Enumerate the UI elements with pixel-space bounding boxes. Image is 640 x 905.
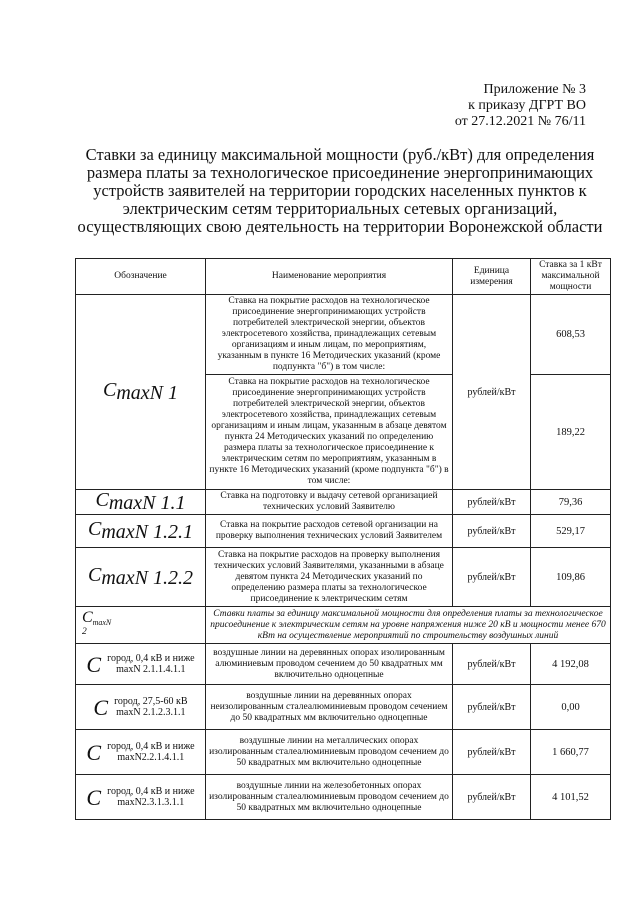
rate-symbol: C — [93, 694, 109, 720]
row-unit: рублей/кВт — [453, 295, 531, 490]
row-rate: 0,00 — [531, 685, 611, 730]
line-voltage: город, 0,4 кВ и ниже — [107, 786, 195, 797]
row-measure: Ставка на покрытие расходов на технологическое присоединение энергопринимающих устройств потребителей электрической энергии, объектов электросетевого хозяйства, принадлежащих сетевым организациям и иным лицам, по мероприятиям, указанным в пункте 16 Методических указаний (кроме подпункта "б") в том числе: — [206, 295, 453, 375]
rate-subscript: maxN 1 — [116, 381, 178, 404]
table-header-row — [76, 259, 611, 295]
row-measure: воздушные линии на металлических опорах изолированным сталеалюминиевым проводом сечением до 50 квадратных мм включительно одноцепные — [206, 730, 453, 775]
row-designation — [76, 515, 206, 548]
rate-symbol: C — [86, 739, 102, 765]
rate-subscript: maxN 1.2.1 — [101, 520, 193, 543]
row-unit: рублей/кВт — [453, 775, 531, 820]
section-subscript: maxN — [92, 617, 112, 627]
rate-symbol: C — [95, 488, 109, 511]
table-row — [76, 644, 611, 685]
rate-symbol: C — [86, 651, 102, 677]
rate-symbol: C — [102, 378, 117, 401]
table-row — [76, 515, 611, 548]
table-row — [76, 775, 611, 820]
row-unit: рублей/кВт — [453, 515, 531, 548]
row-measure: Ставка на покрытие расходов сетевой организации на проверку выполнения технических условий Заявителем — [206, 515, 453, 548]
row-rate: 189,22 — [531, 375, 611, 490]
header-designation: Обозначение — [76, 259, 206, 295]
row-rate: 529,17 — [531, 515, 611, 548]
row-measure: Ставка на покрытие расходов на проверку выполнения технических условий Заявителями, указанными в абзаце девятом пункта 24 Методических указаний по определению размера платы за технологическое присоединение к электрическим сетям — [206, 548, 453, 607]
rate-subscript: maxN 1.2.2 — [101, 566, 193, 589]
line-code: maxN2.2.1.4.1.1 — [117, 752, 185, 763]
row-measure: Ставка на покрытие расходов на технологическое присоединение энергопринимающих устройств потребителей электрической энергии, объектов электросетевого хозяйства, принадлежащих сетевым организациям и иным лицам, указанным в абзаце девятом пункта 24 Методических указаний по определению размера платы за технологическое присоединение к электрическим сетям по мероприятиям, указанным в пункте 16 Методических указаний (кроме подпункта "б") в том числе: — [206, 375, 453, 490]
row-designation — [76, 730, 206, 775]
row-rate: 4 192,08 — [531, 644, 611, 685]
line-voltage: город, 0,4 кВ и ниже — [107, 741, 195, 752]
row-designation — [76, 685, 206, 730]
rate-symbol: C — [86, 784, 102, 810]
header-rate: Ставка за 1 кВт максимальной мощности — [531, 259, 611, 295]
header-measure: Наименование мероприятия — [206, 259, 453, 295]
row-unit: рублей/кВт — [453, 490, 531, 515]
annex-line-2: к приказу ДГРТ ВО — [468, 98, 586, 113]
row-rate: 4 101,52 — [531, 775, 611, 820]
row-measure: воздушные линии на железобетонных опорах изолированным сталеалюминиевым проводом сечением до 50 квадратных мм включительно одноцепные — [206, 775, 453, 820]
row-rate: 1 660,77 — [531, 730, 611, 775]
line-voltage: город, 27,5-60 кВ — [114, 696, 188, 707]
annex-header — [455, 82, 586, 130]
row-designation — [76, 548, 206, 607]
row-unit: рублей/кВт — [453, 644, 531, 685]
row-designation — [76, 295, 206, 490]
section-designation — [76, 607, 206, 644]
rate-symbol: C — [87, 517, 102, 540]
annex-line-3: от 27.12.2021 № 76/11 — [454, 114, 586, 129]
row-unit: рублей/кВт — [453, 548, 531, 607]
section-subscript-2: 2 — [82, 627, 87, 638]
row-designation — [76, 775, 206, 820]
annex-line-1: Приложение № 3 — [483, 82, 586, 97]
line-voltage: город, 0,4 кВ и ниже — [107, 653, 195, 664]
section-symbol: C — [82, 608, 93, 626]
table-row — [76, 730, 611, 775]
table-row — [76, 685, 611, 730]
line-code: maxN 2.1.2.3.1.1 — [116, 707, 186, 718]
row-designation — [76, 490, 206, 515]
row-rate: 109,86 — [531, 548, 611, 607]
row-measure: Ставка на подготовку и выдачу сетевой организацией технических условий Заявителю — [206, 490, 453, 515]
row-designation — [76, 644, 206, 685]
table-row — [76, 490, 611, 515]
rate-subscript: maxN 1.1 — [108, 491, 186, 514]
section-text: Ставки платы за единицу максимальной мощности для определения платы за технологическое присоединение к электрическим сетям на уровне напряжения ниже 20 кВ и мощности менее 670 кВт на осуществление мероприятий по строительству воздушных линий — [206, 607, 611, 644]
rate-symbol: C — [87, 563, 102, 586]
table-row — [76, 295, 611, 375]
row-unit: рублей/кВт — [453, 730, 531, 775]
row-measure: воздушные линии на деревянных опорах изолированным алюминиевым проводом сечением до 50 квадратных мм включительно одноцепные — [206, 644, 453, 685]
row-rate: 608,53 — [531, 295, 611, 375]
rates-table — [75, 258, 611, 820]
row-rate: 79,36 — [531, 490, 611, 515]
row-measure: воздушные линии на деревянных опорах неизолированным сталеалюминиевым проводом сечением до 50 квадратных мм включительно одноцепные — [206, 685, 453, 730]
line-code: maxN2.3.1.3.1.1 — [117, 797, 185, 808]
row-unit: рублей/кВт — [453, 685, 531, 730]
section-row — [76, 607, 611, 644]
table-row — [76, 548, 611, 607]
header-unit: Единица измерения — [453, 259, 531, 295]
line-code: maxN 2.1.1.4.1.1 — [116, 664, 186, 675]
document-title: Ставки за единицу максимальной мощности (руб./кВт) для определения размера платы за технологическое присоединение энергопринимающих устройств заявителей на территории городских населенных пунктов к электрическим сетям территориальных сетевых организаций, осуществляющих свою деятельность на территории Воронежской области — [77, 145, 603, 236]
